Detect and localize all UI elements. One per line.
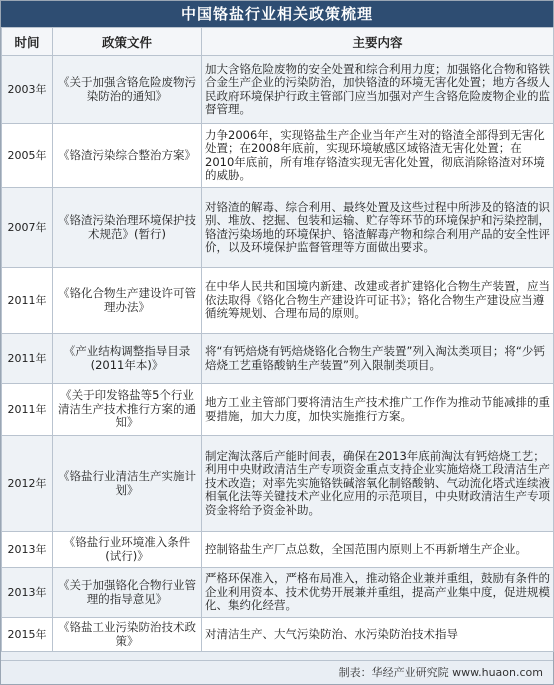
table-row	[2, 268, 554, 334]
table-row	[2, 618, 554, 652]
row-policy: 《关于加强铬化合物行业管理的指导意见》	[53, 568, 202, 618]
header-year: 时间	[2, 28, 53, 56]
table-row	[2, 56, 554, 124]
row-policy: 《铬盐工业污染防治技术政策》	[53, 618, 202, 652]
row-year: 2007年	[2, 188, 53, 268]
table-row	[2, 124, 554, 188]
row-content: 加大含铬危险废物的安全处置和综合利用力度；加强铬化合物和铬铁合金生产企业的污染防治，加快铬渣的环境无害化处置；地方各级人民政府环境保护行政主管部门应当加强对产生含铬危险废物企业的监督管理。	[202, 56, 554, 124]
row-year: 2011年	[2, 334, 53, 384]
table-row	[2, 384, 554, 436]
row-policy: 《铬盐行业环境准入条件(试行)》	[53, 532, 202, 568]
table-title: 中国铬盐行业相关政策梳理	[1, 1, 553, 27]
row-policy: 《产业结构调整指导目录(2011年本)》	[53, 334, 202, 384]
table-row	[2, 436, 554, 532]
table-row	[2, 188, 554, 268]
row-content: 对清洁生产、大气污染防治、水污染防治技术指导	[202, 618, 554, 652]
row-content: 力争2006年，实现铬盐生产企业当年产生对的铬渣全部得到无害化处置；在2008年底前，实现环境敏感区域铬渣无害化处置；在2010年底前，所有堆存铬渣实现无害化处置，彻底消除铬渣对环境的威胁。	[202, 124, 554, 188]
header-policy: 政策文件	[53, 28, 202, 56]
row-policy: 《铬渣污染综合整治方案》	[53, 124, 202, 188]
policy-table	[1, 27, 554, 652]
row-year: 2005年	[2, 124, 53, 188]
header-content: 主要内容	[202, 28, 554, 56]
table-row	[2, 568, 554, 618]
row-year: 2013年	[2, 532, 53, 568]
row-policy: 《铬化合物生产建设许可管理办法》	[53, 268, 202, 334]
table-row	[2, 334, 554, 384]
row-content: 对铬渣的解毒、综合利用、最终处置及这些过程中所涉及的铬渣的识别、堆放、挖掘、包装和运输、贮存等环节的环境保护和污染控制，铬渣污染场地的环境保护、铬渣解毒产物和综合利用产品的安全性评价，以及环境保护监督管理等方面做出要求。	[202, 188, 554, 268]
row-year: 2011年	[2, 384, 53, 436]
header-row	[2, 28, 554, 56]
row-year: 2013年	[2, 568, 53, 618]
row-content: 地方工业主管部门要将清洁生产技术推广工作作为推动节能减排的重要措施，加大力度，加快实施推行方案。	[202, 384, 554, 436]
row-content: 将“有钙焙烧有钙焙烧铬化合物生产装置”列入淘汰类项目；将“少钙焙烧工艺重铬酸钠生产装置”列入限制类项目。	[202, 334, 554, 384]
row-policy: 《铬渣污染治理环境保护技术规范》(暂行)	[53, 188, 202, 268]
row-year: 2012年	[2, 436, 53, 532]
row-year: 2011年	[2, 268, 53, 334]
row-content: 控制铬盐生产厂点总数，全国范围内原则上不再新增生产企业。	[202, 532, 554, 568]
row-year: 2003年	[2, 56, 53, 124]
row-policy: 《关于加强含铬危险废物污染防治的通知》	[53, 56, 202, 124]
row-content: 严格环保准入，严格布局准入，推动铬企业兼并重组，鼓励有条件的企业利用资本、技术优势开展兼并重组，提高产业集中度，促进规模化、集约化经营。	[202, 568, 554, 618]
table-row	[2, 532, 554, 568]
row-policy: 《关于印发铬盐等5个行业清洁生产技术推行方案的通知》	[53, 384, 202, 436]
row-content: 在中华人民共和国境内新建、改建或者扩建铬化合物生产装置，应当依法取得《铬化合物生产建设许可证书》；铬化合物生产建设应当遵循统筹规划、合理布局的原则。	[202, 268, 554, 334]
row-content: 制定淘汰落后产能时间表，确保在2013年底前淘汰有钙焙烧工艺；利用中央财政清洁生产专项资金重点支持企业实施焙烧工段清洁生产技术改造；对率先实施铬铁碱溶氧化制铬酸钠、气动流化塔式连续液相氧化法等关键技术产业化应用的示范项目，中央财政清洁生产专项资金将给予资金补助。	[202, 436, 554, 532]
row-year: 2015年	[2, 618, 53, 652]
row-policy: 《铬盐行业清洁生产实施计划》	[53, 436, 202, 532]
source-footer: 制表：华经产业研究院 www.huaon.com	[1, 660, 553, 684]
